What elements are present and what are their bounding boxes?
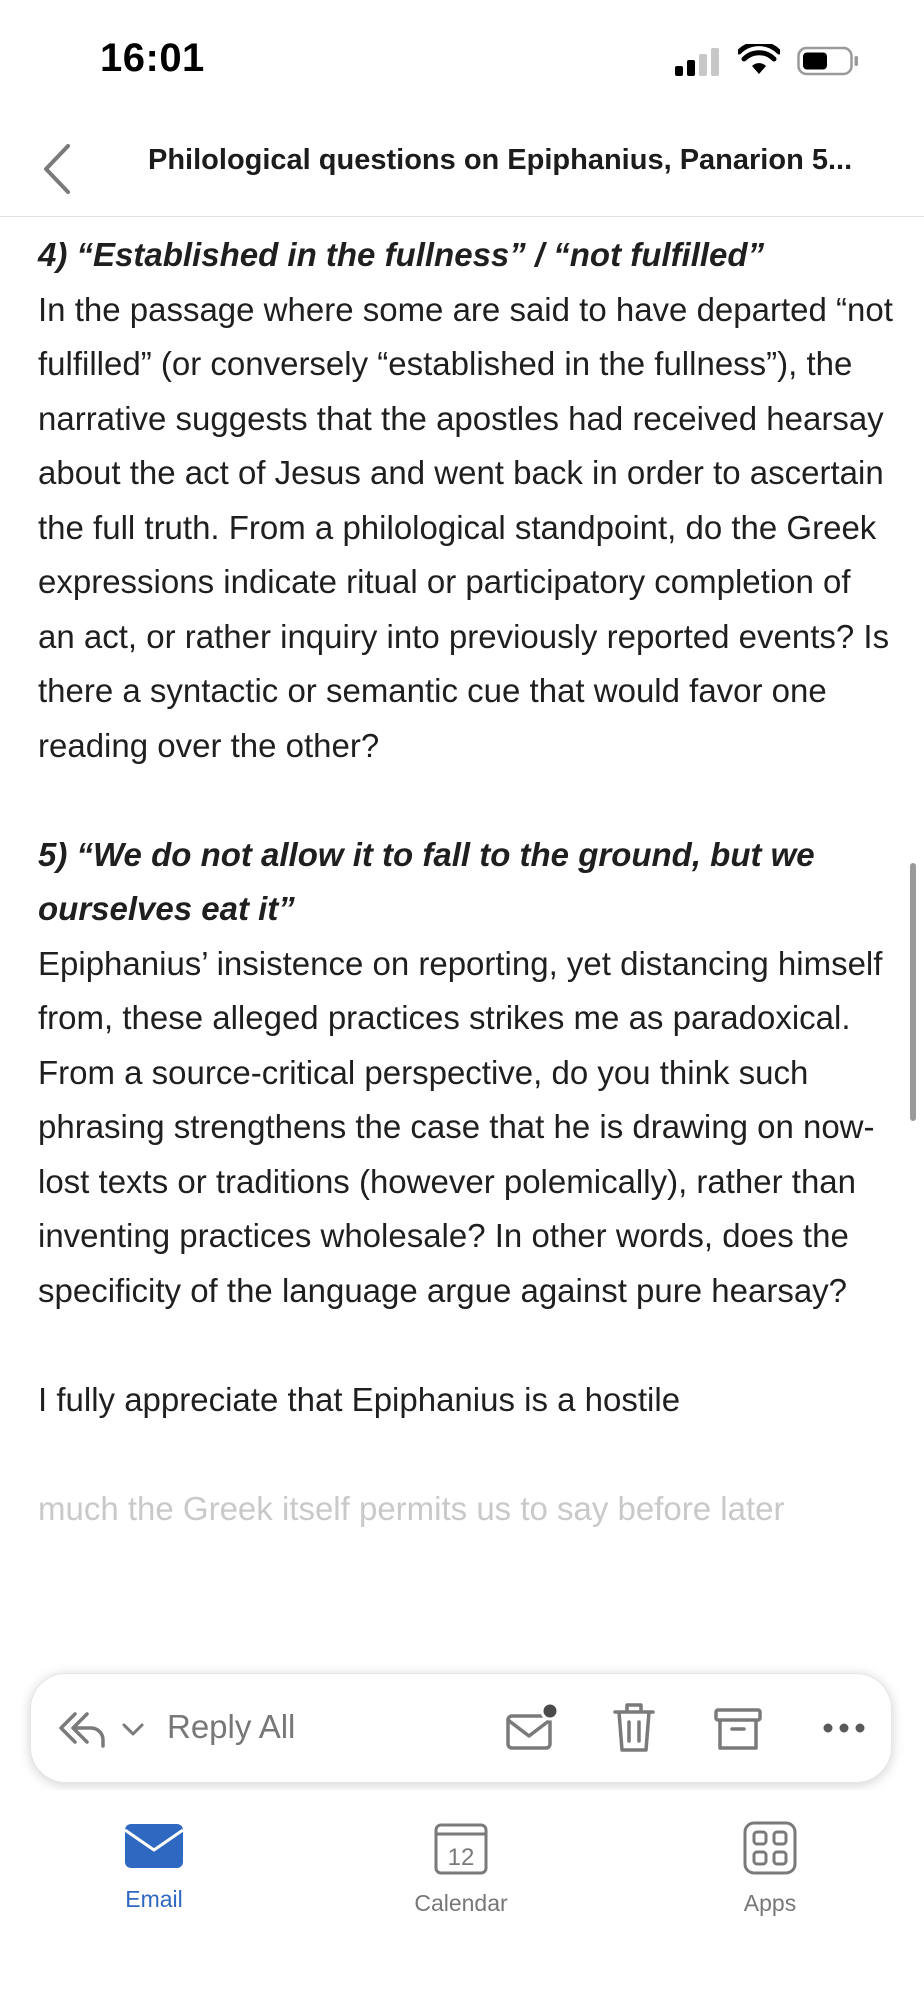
cellular-signal-icon — [675, 46, 723, 76]
reply-toolbar — [30, 1673, 892, 1783]
obscured-paragraph-line: much the Greek itself permits us to say before later — [38, 1489, 785, 1527]
vertical-scrollbar[interactable] — [910, 863, 916, 1121]
tab-email[interactable] — [74, 1820, 234, 1940]
calendar-icon — [433, 1820, 489, 1876]
archive-icon[interactable] — [713, 1704, 763, 1754]
reply-all-icon[interactable] — [57, 1704, 107, 1754]
tab-apps[interactable] — [690, 1820, 850, 1940]
more-options-icon[interactable] — [821, 1710, 867, 1746]
trash-icon[interactable] — [609, 1700, 659, 1756]
mark-unread-icon[interactable] — [505, 1702, 559, 1754]
reply-all-button[interactable]: Reply All — [167, 1708, 296, 1745]
status-bar — [0, 0, 924, 120]
tab-email-label: Email — [125, 1886, 183, 1912]
chevron-down-icon[interactable] — [119, 1716, 147, 1744]
message-body — [38, 228, 894, 1536]
section-4-heading-text: Established in the fullness” / “not fulfilled” — [93, 236, 765, 273]
tab-calendar[interactable] — [381, 1820, 541, 1940]
message-header — [0, 120, 924, 217]
tab-apps-label: Apps — [743, 1890, 797, 1916]
closing-paragraph-line: I fully appreciate that Epiphanius is a hostile — [38, 1380, 681, 1418]
back-chevron-icon[interactable] — [34, 140, 84, 198]
section-5-heading: 5) “We do not allow it to fall to the ground, but we ourselves eat it” — [38, 835, 815, 927]
status-time: 16:01 — [100, 36, 205, 80]
section-4-heading — [38, 228, 894, 283]
tab-calendar-label: Calendar — [414, 1890, 508, 1916]
section-5-paragraph: Epiphanius’ insistence on reporting, yet distancing himself from, these alleged practices strikes me as paradoxical. From a source-critical perspective, do you think such phrasing strengthens the case that he is drawing on now-lost texts or traditions (however polemically), rather than inventing practices wholesale? In other words, does the specificity of the language argue against pure hearsay? — [38, 944, 883, 1309]
calendar-day-number: 12 — [447, 1844, 475, 1871]
envelope-icon — [123, 1820, 185, 1872]
section-4-heading-num: 4) “ — [38, 236, 94, 273]
battery-icon — [797, 46, 859, 76]
apps-grid-icon — [742, 1820, 798, 1876]
section-4-paragraph: In the passage where some are said to have departed “not fulfilled” (or conversely “established in the fullness”), the narrative suggests that the apostles had received hearsay about the act of Jesus and went back in order to ascertain the full truth. From a philological standpoint, do the Greek expressions indicate ritual or participatory completion of an act, or rather inquiry into previously reported events? Is there a syntactic or semantic cue that would favor one reading over the other? — [38, 290, 893, 764]
bottom-tab-bar — [0, 1790, 924, 2000]
message-subject: Philological questions on Epiphanius, Panarion 5... — [148, 144, 853, 176]
wifi-icon — [738, 44, 780, 76]
